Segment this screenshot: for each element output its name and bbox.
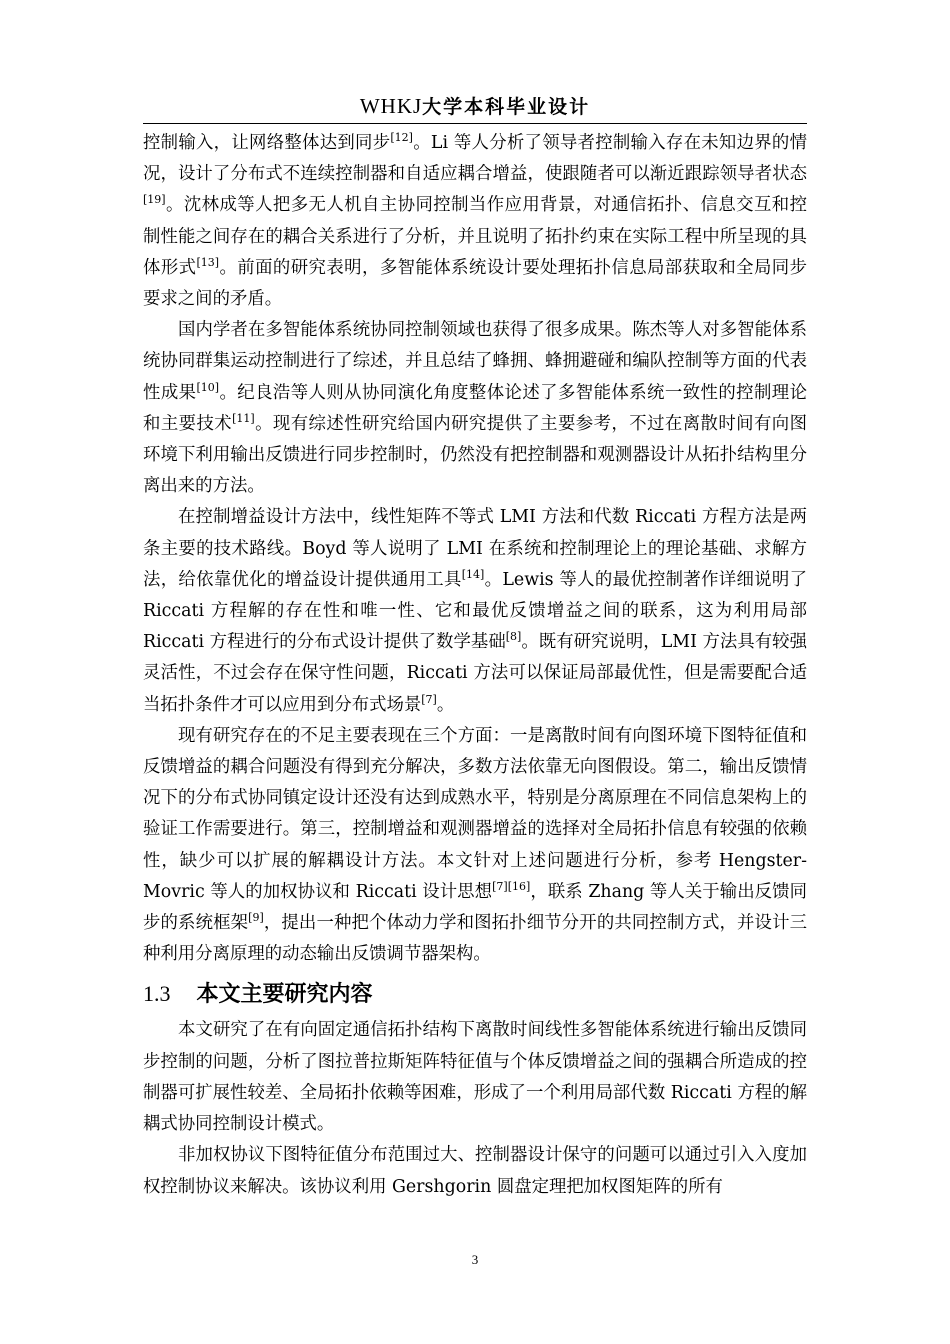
text-run: 。纪良浩等人则从协同演化角度整体论述了多智能体系统一致性的控制理论和主要技术 — [143, 382, 807, 434]
paragraph-3 — [143, 502, 807, 720]
text-run: 。 — [436, 694, 455, 715]
text-run: 控制输入，让网络整体达到同步 — [143, 133, 391, 153]
citation: [11] — [232, 412, 255, 426]
text-run: 。Lewis 等人的最优控制著作详细说明了 Riccati 方程解的存在性和唯一性、它和最优反馈增益之间的联系，这为利用局部 Riccati 方程进行的分布式设计提供了数学基础 — [143, 569, 807, 653]
text-run: 在控制增益设计方法中，线性矩阵不等式 LMI 方法和代数 Riccati 方程方法是两条主要的技术路线。Boyd 等人说明了 LMI 在系统和控制理论上的理论基础、求解方法，给依靠优化的增益设计提供通用工具 — [143, 507, 807, 590]
text-run: 。既有研究说明，LMI 方法具有较强灵活性，不过会存在保守性问题，Riccati 方法可以保证局部最优性，但是需要配合适当拓扑条件才可以应用到分布式场景 — [143, 632, 807, 715]
citation: [7][16] — [492, 880, 531, 894]
citation: [12] — [390, 131, 413, 145]
text-run: ，联系 Zhang 等人关于输出反馈同步的系统框架 — [143, 881, 807, 934]
page-number: 3 — [471, 1252, 479, 1267]
citation: [10] — [196, 380, 220, 394]
text-run: 。现有综述性研究给国内研究提供了主要参考，不过在离散时间有向图环境下利用输出反馈进行同步控制时，仍然没有把控制器和观测器设计从拓扑结构里分离出来的方法。 — [143, 413, 807, 497]
page-header — [0, 92, 950, 119]
paragraph-6: 非加权协议下图特征值分布范围过大、控制器设计保守的问题可以通过引入入度加权控制协议来解决。该协议利用 Gershgorin 圆盘定理把加权图矩阵的所有 — [143, 1145, 807, 1197]
text-run: 。前面的研究表明，多智能体系统设计要处理拓扑信息局部获取和全局同步要求之间的矛盾。 — [143, 257, 807, 310]
header-title: 大学本科毕业设计 — [422, 96, 591, 118]
text-run: 国内学者在多智能体系统协同控制领域也获得了很多成果。陈杰等人对多智能体系统协同群集运动控制进行了综述，并且总结了蜂拥、蜂拥避碰和编队控制等方面的代表性成果 — [143, 320, 807, 403]
citation: [7] — [421, 692, 437, 706]
header-rule — [143, 123, 807, 124]
section-number: 1.3 — [143, 981, 171, 1007]
citation: [19] — [143, 193, 166, 207]
text-run: 。Li 等人分析了领导者控制输入存在未知边界的情况，设计了分布式不连续控制器和自适应耦合增益，使跟随者可以渐近跟踪领导者状态 — [143, 133, 807, 185]
section-title: 本文主要研究内容 — [196, 982, 373, 1008]
citation: [13] — [196, 256, 220, 270]
text-run: 。沈林成等人把多无人机自主协同控制当作应用背景，对通信拓扑、信息交互和控制性能之间存在的耦合关系进行了分析，并且说明了拓扑约束在实际工程中所呈现的具体形式 — [143, 195, 807, 278]
page-body — [143, 128, 807, 1203]
citation: [14] — [461, 568, 485, 582]
header-prefix: WHKJ — [359, 94, 423, 118]
paragraph-1 — [143, 128, 807, 315]
paragraph-5: 本文研究了在有向固定通信拓扑结构下离散时间线性多智能体系统进行输出反馈同步控制的问题，分析了图拉普拉斯矩阵特征值与个体反馈增益之间的强耦合所造成的控制器可扩展性较差、全局拓扑依赖等困难，形成了一个利用局部代数 Riccati 方程的解耦式协同控制设计模式。 — [143, 1020, 807, 1135]
paragraph-2 — [143, 315, 807, 502]
section-heading — [143, 976, 807, 1013]
paragraph-4 — [143, 721, 807, 971]
text-run: ，提出一种把个体动力学和图拓扑细节分开的共同控制方式，并设计三种利用分离原理的动态输出反馈调节器架构。 — [143, 913, 807, 965]
citation: [9] — [248, 911, 264, 925]
citation: [8] — [505, 630, 522, 644]
text-run: 现有研究存在的不足主要表现在三个方面：一是离散时间有向图环境下图特征值和反馈增益的耦合问题没有得到充分解决，多数方法依靠无向图假设。第二，输出反馈情况下的分布式协同镇定设计还没有达到成熟水平，特别是分离原理在不同信息架构上的验证工作需要进行。第三，控制增益和观测器增益的选择对全局拓扑信息有较强的依赖性，缺少可以扩展的解耦设计方法。本文针对上述问题进行分析，参考 Hengster-Movric 等人的加权协议和 Riccati 设计思想 — [143, 725, 807, 902]
